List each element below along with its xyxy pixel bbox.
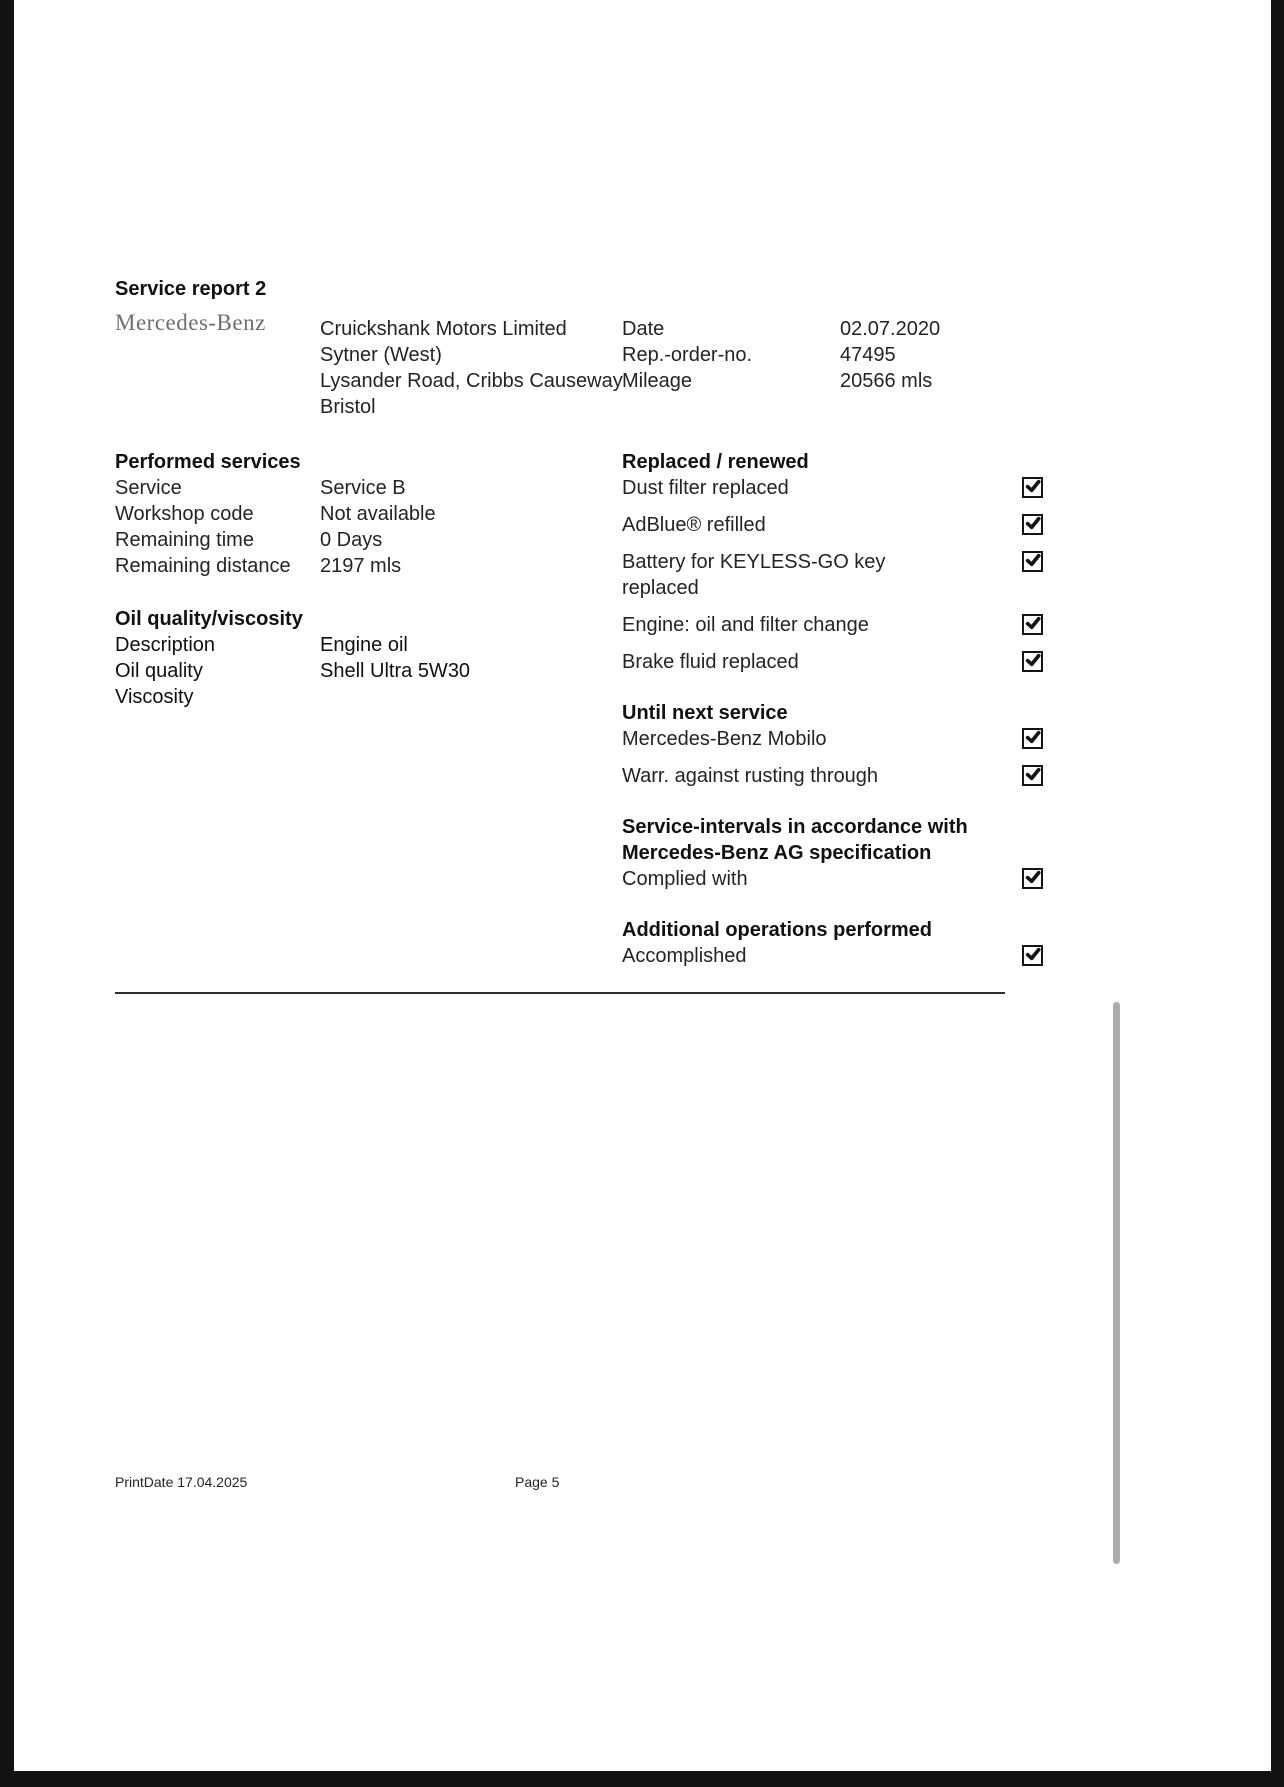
field-value: 47495 [840,344,896,366]
field-label: Remaining distance [115,555,291,577]
table-row [115,475,615,501]
checkbox-checked-icon [1022,728,1043,749]
checklist-item-label: Brake fluid replaced [622,651,799,673]
checklist-item-label: AdBlue® refilled [622,514,766,536]
address-line: Cruickshank Motors Limited [320,318,567,340]
field-value: 02.07.2020 [840,318,941,340]
section-heading: Service-intervals in accordance with Mercedes-Benz AG specification [622,816,968,864]
table-row [115,658,615,684]
checkbox-checked-icon [1022,945,1043,966]
address-line: Sytner (West) [320,344,442,366]
checkbox-checked-icon [1022,551,1043,572]
horizontal-divider [115,992,1005,994]
table-row [622,368,1062,394]
field-value: 0 Days [320,529,383,551]
field-value: Engine oil [320,634,408,656]
checklist-item-label: Complied with [622,868,748,890]
field-label: Rep.-order-no. [622,344,753,366]
page-footer [115,1474,1005,1490]
field-label: Workshop code [115,503,254,525]
table-row [115,527,615,553]
field-value: Shell Ultra 5W30 [320,660,471,682]
field-value: 20566 mls [840,370,933,392]
checklist-item [622,475,1043,501]
performed-services-section [115,449,615,579]
address-line: Bristol [320,396,376,418]
field-label: Date [622,318,665,340]
section-heading: Additional operations performed [622,919,933,941]
field-label: Remaining time [115,529,254,551]
address-line: Lysander Road, Cribbs Causeway [320,370,623,392]
checkbox-checked-icon [1022,868,1043,889]
page-number: Page 5 [515,1474,560,1490]
page-title: Service report 2 [115,278,267,300]
print-date: PrintDate 17.04.2025 [115,1474,248,1490]
checklist-item [622,649,1043,675]
section-heading: Replaced / renewed [622,451,809,473]
checklist-item-label: Engine: oil and filter change [622,614,869,636]
checklist-item [622,763,1043,789]
checklist-item-label: Battery for KEYLESS-GO key replaced [622,551,886,599]
table-row [115,501,615,527]
field-label: Viscosity [115,686,194,708]
dealer-address [320,316,623,420]
checklist-item [622,943,1043,969]
checkbox-checked-icon [1022,614,1043,635]
checkbox-checked-icon [1022,477,1043,498]
checkbox-checked-icon [1022,651,1043,672]
oil-quality-section [115,606,615,710]
checkbox-checked-icon [1022,514,1043,535]
checklist-item-label: Accomplished [622,945,747,967]
field-label: Service [115,477,182,499]
table-row [115,684,615,710]
document-page [14,0,1271,1771]
section-heading: Until next service [622,702,788,724]
field-value: Service B [320,477,406,499]
checklist-item [622,866,1043,892]
table-row [622,316,1062,342]
checklist-item-label: Mercedes-Benz Mobilo [622,728,827,750]
report-meta-table [622,316,1062,394]
table-row [115,632,615,658]
field-label: Mileage [622,370,693,392]
mercedes-benz-wordmark: Mercedes-Benz [115,310,266,335]
right-column [622,449,1043,980]
checklist-item [622,726,1043,752]
field-label: Oil quality [115,660,203,682]
checklist-item-label: Dust filter replaced [622,477,789,499]
section-heading: Performed services [115,451,301,473]
left-column [115,449,615,710]
field-value: 2197 mls [320,555,402,577]
scrollbar-thumb[interactable] [1113,1002,1120,1564]
section-heading: Oil quality/viscosity [115,608,303,630]
checkbox-checked-icon [1022,765,1043,786]
field-label: Description [115,634,216,656]
checklist-item-label: Warr. against rusting through [622,765,879,787]
checklist-item [622,612,1043,638]
checklist-item [622,512,1043,538]
checklist-item [622,549,1043,601]
table-row [622,342,1062,368]
table-row [115,553,615,579]
field-value: Not available [320,503,436,525]
